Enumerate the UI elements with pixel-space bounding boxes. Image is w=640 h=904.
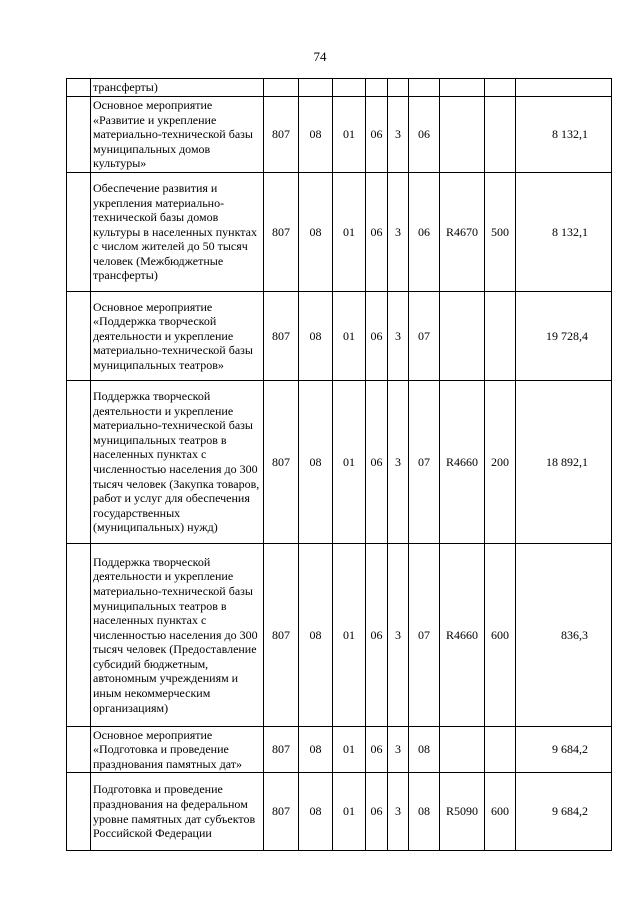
sum-value: 18 892,1 [516, 381, 612, 544]
index-cell [67, 173, 91, 292]
item-name: Основное мероприятие «Подготовка и проведение празднования памятных дат» [91, 727, 264, 773]
subprogram-code: 3 [388, 97, 409, 173]
razdel-code: 08 [299, 292, 333, 381]
target-article-code: R4660 [440, 544, 485, 727]
table-row [67, 97, 612, 173]
index-cell [67, 381, 91, 544]
expense-type-code [485, 727, 516, 773]
razdel-code: 08 [299, 97, 333, 173]
index-cell [67, 544, 91, 727]
event-code [409, 79, 440, 97]
podrazdel-code [333, 79, 366, 97]
target-article-code [440, 79, 485, 97]
target-article-code: R4660 [440, 381, 485, 544]
subprogram-code [388, 79, 409, 97]
sum-value [516, 79, 612, 97]
table-row [67, 544, 612, 727]
subprogram-code: 3 [388, 773, 409, 851]
razdel-code [299, 79, 333, 97]
event-code: 07 [409, 292, 440, 381]
expense-type-code: 600 [485, 544, 516, 727]
sum-value: 9 684,2 [516, 773, 612, 851]
event-code: 07 [409, 381, 440, 544]
index-cell [67, 97, 91, 173]
podrazdel-code: 01 [333, 544, 366, 727]
program-code: 06 [366, 727, 388, 773]
vedomstvo-code: 807 [264, 544, 299, 727]
program-code: 06 [366, 381, 388, 544]
subprogram-code: 3 [388, 727, 409, 773]
vedomstvo-code: 807 [264, 292, 299, 381]
target-article-code [440, 97, 485, 173]
program-code: 06 [366, 97, 388, 173]
expense-type-code [485, 292, 516, 381]
razdel-code: 08 [299, 381, 333, 544]
expense-type-code: 500 [485, 173, 516, 292]
sum-value: 19 728,4 [516, 292, 612, 381]
program-code: 06 [366, 773, 388, 851]
index-cell [67, 79, 91, 97]
subprogram-code: 3 [388, 292, 409, 381]
subprogram-code: 3 [388, 381, 409, 544]
item-name: Основное мероприятие «Развитие и укрепление материально-технической базы муниципальных домов культуры» [91, 97, 264, 173]
target-article-code [440, 727, 485, 773]
sum-value: 836,3 [516, 544, 612, 727]
program-code [366, 79, 388, 97]
razdel-code: 08 [299, 544, 333, 727]
podrazdel-code: 01 [333, 97, 366, 173]
podrazdel-code: 01 [333, 173, 366, 292]
item-name: трансферты) [91, 79, 264, 97]
razdel-code: 08 [299, 173, 333, 292]
item-name: Поддержка творческой деятельности и укрепление материально-технической базы муниципальных театров в населенных пунктах с численностью населения до 300 тысяч человек (Закупка товаров, работ и услуг для обеспечения государственных (муниципальных) нужд) [91, 381, 264, 544]
item-name: Поддержка творческой деятельности и укрепление материально-технической базы муниципальных театров в населенных пунктах с численностью населения до 300 тысяч человек (Предоставление субсидий бюджетным, автономным учреждениям и иным некоммерческим организациям) [91, 544, 264, 727]
event-code: 08 [409, 727, 440, 773]
index-cell [67, 292, 91, 381]
item-name: Обеспечение развития и укрепления материально-технической базы домов культуры в населенных пунктах с числом жителей до 50 тысяч человек (Межбюджетные трансферты) [91, 173, 264, 292]
target-article-code: R4670 [440, 173, 485, 292]
table-row [67, 727, 612, 773]
razdel-code: 08 [299, 727, 333, 773]
program-code: 06 [366, 173, 388, 292]
table-row [67, 79, 612, 97]
item-name: Основное мероприятие «Поддержка творческой деятельности и укрепление материально-технической базы муниципальных театров» [91, 292, 264, 381]
table-row [67, 381, 612, 544]
podrazdel-code: 01 [333, 381, 366, 544]
subprogram-code: 3 [388, 173, 409, 292]
podrazdel-code: 01 [333, 292, 366, 381]
vedomstvo-code: 807 [264, 97, 299, 173]
podrazdel-code: 01 [333, 727, 366, 773]
table-row [67, 292, 612, 381]
index-cell [67, 773, 91, 851]
expense-type-code [485, 79, 516, 97]
table-row [67, 773, 612, 851]
target-article-code: R5090 [440, 773, 485, 851]
item-name: Подготовка и проведение празднования на федеральном уровне памятных дат субъектов Российской Федерации [91, 773, 264, 851]
target-article-code [440, 292, 485, 381]
sum-value: 8 132,1 [516, 97, 612, 173]
program-code: 06 [366, 544, 388, 727]
event-code: 08 [409, 773, 440, 851]
vedomstvo-code: 807 [264, 173, 299, 292]
event-code: 07 [409, 544, 440, 727]
vedomstvo-code: 807 [264, 773, 299, 851]
vedomstvo-code: 807 [264, 381, 299, 544]
budget-table [66, 78, 612, 851]
page-number: 74 [313, 49, 327, 64]
razdel-code: 08 [299, 773, 333, 851]
index-cell [67, 727, 91, 773]
table-row [67, 173, 612, 292]
program-code: 06 [366, 292, 388, 381]
sum-value: 9 684,2 [516, 727, 612, 773]
event-code: 06 [409, 97, 440, 173]
event-code: 06 [409, 173, 440, 292]
podrazdel-code: 01 [333, 773, 366, 851]
expense-type-code [485, 97, 516, 173]
vedomstvo-code: 807 [264, 727, 299, 773]
expense-type-code: 200 [485, 381, 516, 544]
expense-type-code: 600 [485, 773, 516, 851]
vedomstvo-code [264, 79, 299, 97]
sum-value: 8 132,1 [516, 173, 612, 292]
subprogram-code: 3 [388, 544, 409, 727]
